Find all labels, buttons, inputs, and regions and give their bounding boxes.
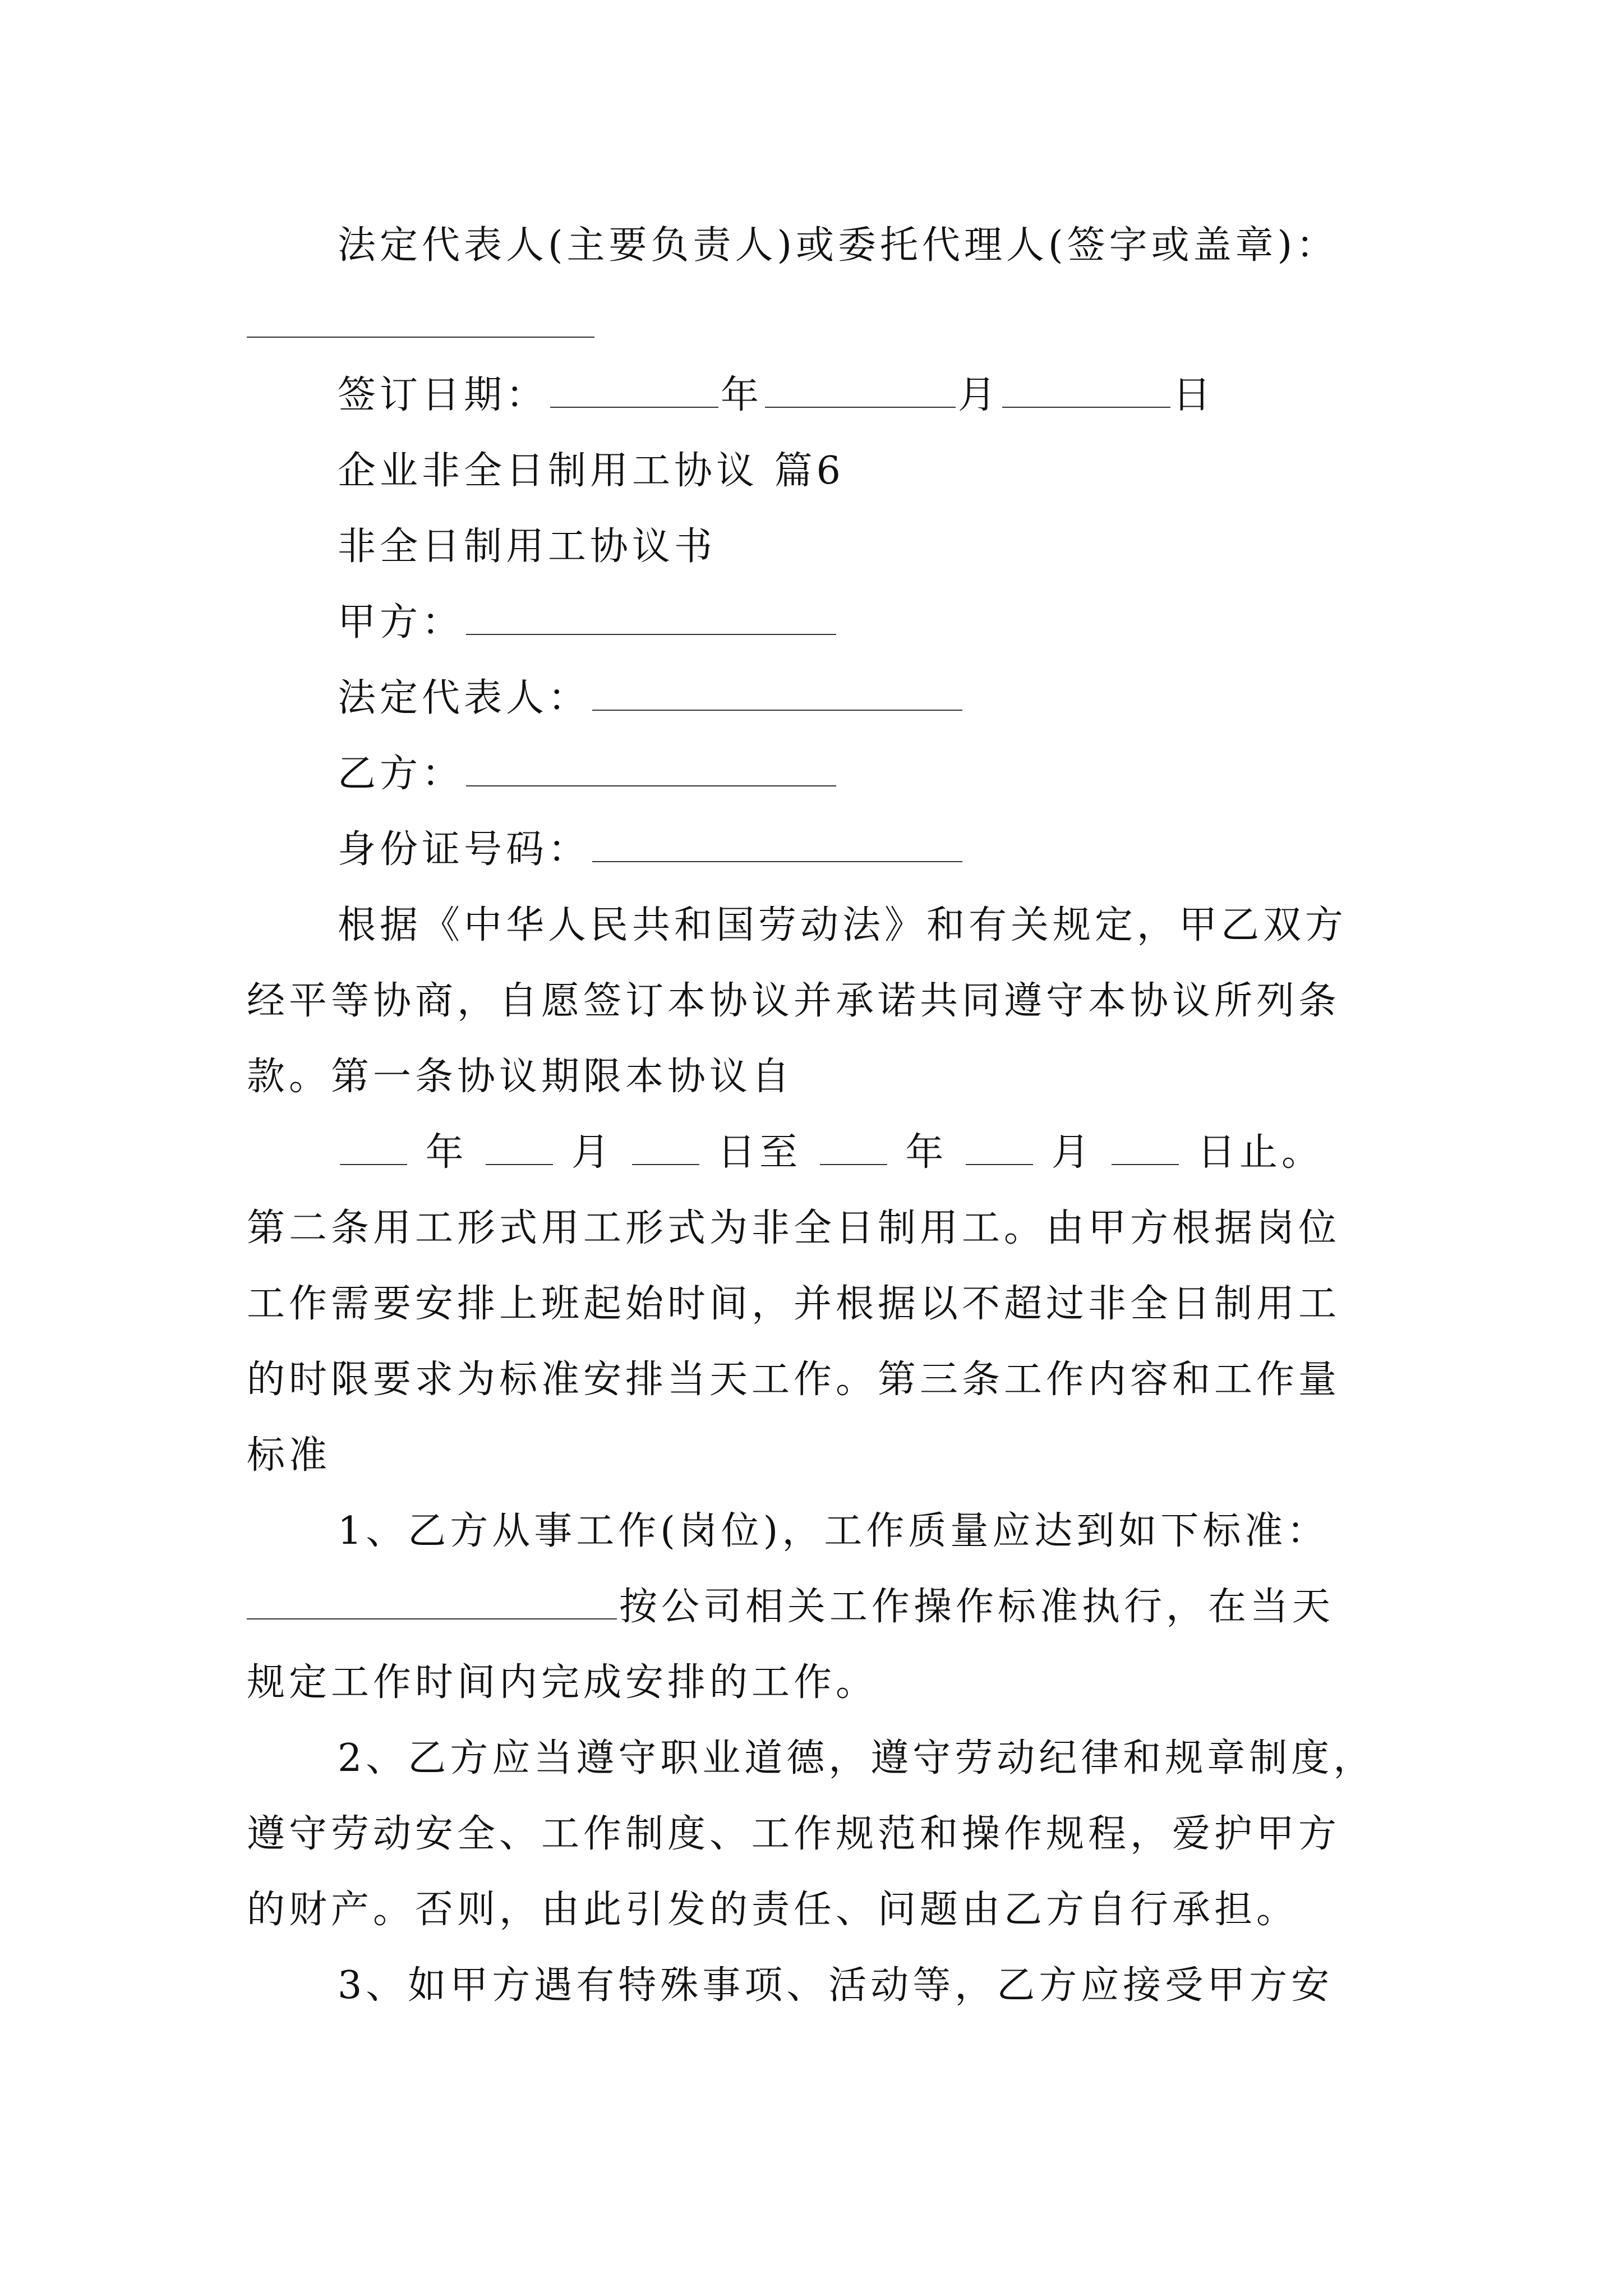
month-label: 月: [958, 373, 1000, 417]
clause-line: 规定工作时间内完成安排的工作。: [247, 1660, 878, 1705]
document-title: 非全日制用工协议书: [338, 524, 717, 569]
start-year-blank[interactable]: [340, 1129, 407, 1165]
start-year-label: 年: [425, 1130, 468, 1175]
legal-rep-label: 法定代表人：: [338, 676, 591, 720]
sign-year-blank[interactable]: [550, 372, 718, 408]
day-label: 日: [1173, 373, 1215, 417]
party-a-line: [338, 595, 838, 651]
year-label: 年: [721, 373, 763, 417]
clause-line: 遵守劳动安全、工作制度、工作规范和操作规程，爱护甲方: [247, 1812, 1341, 1856]
paragraph-line: 的时限要求为标准安排当天工作。第三条工作内容和工作量: [247, 1358, 1341, 1402]
paragraph-line: 第二条用工形式用工形式为非全日制用工。由甲方根据岗位: [247, 1206, 1341, 1250]
term-dates-line: [338, 1125, 1324, 1181]
start-month-label: 月: [571, 1130, 614, 1175]
start-day-label: 日至: [717, 1130, 802, 1175]
work-standard-blank[interactable]: [247, 1584, 617, 1619]
id-number-line: [338, 822, 965, 878]
sign-date-label: 签订日期：: [338, 373, 548, 417]
start-month-blank[interactable]: [486, 1129, 553, 1165]
clause-line: 的财产。否则，由此引发的责任、问题由乙方自行承担。: [247, 1888, 1299, 1932]
end-year-blank[interactable]: [820, 1129, 887, 1165]
start-day-blank[interactable]: [632, 1129, 699, 1165]
paragraph-line: 款。第一条协议期限本协议自: [247, 1055, 794, 1099]
party-b-blank[interactable]: [466, 751, 836, 786]
party-b-line: [338, 746, 838, 802]
clause-text: 按公司相关工作操作标准执行，在当天: [619, 1585, 1335, 1629]
paragraph-line: 标准: [247, 1433, 331, 1478]
id-number-blank[interactable]: [592, 826, 962, 862]
clause-line: 2、乙方应当遵守职业道德，遵守劳动纪律和规章制度，: [338, 1736, 1376, 1780]
party-a-blank[interactable]: [466, 599, 836, 635]
clause-line: 3、如甲方遇有特殊事项、活动等，乙方应接受甲方安: [338, 1963, 1334, 2008]
party-b-label: 乙方：: [338, 752, 464, 796]
end-day-label: 日止。: [1197, 1130, 1324, 1175]
id-number-label: 身份证号码：: [338, 827, 591, 872]
end-year-label: 年: [905, 1130, 948, 1175]
party-a-label: 甲方：: [338, 600, 464, 645]
paragraph-line: 工作需要安排上班起始时间，并根据以不超过非全日制用工: [247, 1282, 1341, 1326]
signature-blank[interactable]: [247, 337, 594, 338]
legal-rep-line: [338, 670, 965, 726]
legal-rep-blank[interactable]: [592, 675, 962, 711]
paragraph-line: 根据《中华人民共和国劳动法》和有关规定，甲乙双方: [338, 903, 1348, 947]
end-month-blank[interactable]: [966, 1129, 1033, 1165]
end-day-blank[interactable]: [1112, 1129, 1179, 1165]
section-heading: 企业非全日制用工协议 篇6: [338, 449, 845, 493]
paragraph-line: 经平等协商，自愿签订本协议并承诺共同遵守本协议所列条: [247, 979, 1341, 1023]
clause-line: [247, 1579, 1334, 1635]
clause-line: 1、乙方从事工作(岗位)，工作质量应达到如下标准：: [338, 1509, 1329, 1553]
end-month-label: 月: [1051, 1130, 1094, 1175]
sign-date-line: [338, 367, 1215, 424]
sign-day-blank[interactable]: [1002, 372, 1170, 408]
signature-line-label: 法定代表人(主要负责人)或委托代理人(签字或盖章)：: [338, 223, 1339, 268]
sign-month-blank[interactable]: [765, 372, 956, 408]
